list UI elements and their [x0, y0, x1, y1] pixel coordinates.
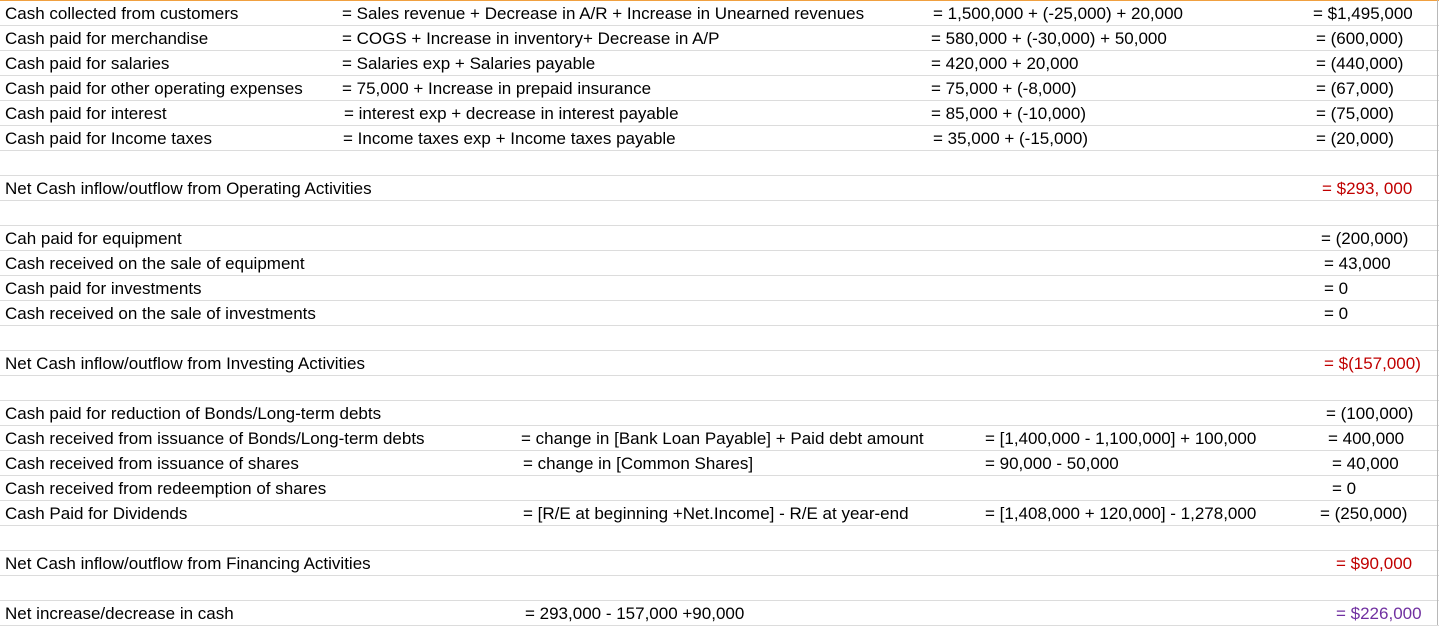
- row-formula: = change in [Bank Loan Payable] + Paid debt amount: [521, 429, 924, 448]
- row-result: = 400,000: [1328, 429, 1405, 448]
- empty-row[interactable]: [0, 576, 1439, 601]
- investing-total-value: = $(157,000): [1324, 354, 1421, 373]
- row-cash-paid-investments[interactable]: [0, 276, 1439, 301]
- row-calc: = 580,000 + (-30,000) + 50,000: [931, 29, 1167, 48]
- row-cash-paid-reduction-bonds[interactable]: [0, 401, 1439, 426]
- row-result: = (67,000): [1316, 79, 1394, 98]
- row-label: Cash paid for merchandise: [5, 29, 209, 48]
- row-cash-received-redemption-shares[interactable]: [0, 476, 1439, 501]
- empty-row[interactable]: [0, 151, 1439, 176]
- row-formula: = Sales revenue + Decrease in A/R + Increase in Unearned revenues: [342, 4, 865, 23]
- row-financing-total[interactable]: [0, 551, 1439, 576]
- row-result: = (20,000): [1316, 129, 1394, 148]
- row-label: Cash received on the sale of investments: [5, 304, 316, 323]
- row-label: Cash paid for investments: [5, 279, 202, 298]
- operating-total-label: Net Cash inflow/outflow from Operating Activities: [5, 179, 372, 198]
- row-formula: = COGS + Increase in inventory+ Decrease in A/P: [342, 29, 720, 48]
- row-cash-paid-dividends[interactable]: [0, 501, 1439, 526]
- row-result: = 0: [1332, 479, 1357, 498]
- row-calc: = [1,400,000 - 1,100,000] + 100,000: [985, 429, 1257, 448]
- row-result: = (440,000): [1316, 54, 1404, 73]
- row-cash-received-sale-equipment[interactable]: [0, 251, 1439, 276]
- financing-total-label: Net Cash inflow/outflow from Financing Activities: [5, 554, 371, 573]
- row-label: Cash collected from customers: [5, 4, 239, 23]
- row-label: Cash received from issuance of Bonds/Long-term debts: [5, 429, 425, 448]
- row-calc: = 75,000 + (-8,000): [931, 79, 1077, 98]
- row-label: Cash paid for interest: [5, 104, 167, 123]
- row-label: Cash paid for salaries: [5, 54, 170, 73]
- row-result: = (250,000): [1320, 504, 1408, 523]
- column-edge: [1437, 0, 1438, 625]
- empty-row[interactable]: [0, 326, 1439, 351]
- empty-row[interactable]: [0, 201, 1439, 226]
- row-result: = 0: [1324, 304, 1349, 323]
- financing-total-value: = $90,000: [1336, 554, 1413, 573]
- row-result: = 0: [1324, 279, 1349, 298]
- row-formula: = Income taxes exp + Income taxes payable: [343, 129, 676, 148]
- row-operating-total[interactable]: [0, 176, 1439, 201]
- row-cash-paid-salaries[interactable]: [0, 51, 1439, 76]
- row-formula: = change in [Common Shares]: [523, 454, 754, 473]
- investing-total-label: Net Cash inflow/outflow from Investing Activities: [5, 354, 365, 373]
- row-result: = (75,000): [1316, 104, 1394, 123]
- row-result: = (100,000): [1326, 404, 1414, 423]
- row-cash-paid-other-operating[interactable]: [0, 76, 1439, 101]
- empty-row[interactable]: [0, 376, 1439, 401]
- row-net-change-cash[interactable]: [0, 601, 1439, 626]
- row-calc: = 90,000 - 50,000: [985, 454, 1119, 473]
- row-formula: = interest exp + decrease in interest payable: [344, 104, 679, 123]
- row-cash-collected-customers[interactable]: [0, 1, 1439, 26]
- net-change-value: = $226,000: [1336, 604, 1422, 623]
- empty-row[interactable]: [0, 526, 1439, 551]
- row-cash-received-sale-investments[interactable]: [0, 301, 1439, 326]
- row-result: = 43,000: [1324, 254, 1391, 273]
- row-result: = $1,495,000: [1313, 4, 1413, 23]
- net-change-formula: = 293,000 - 157,000 +90,000: [525, 604, 745, 623]
- row-calc: = 35,000 + (-15,000): [933, 129, 1089, 148]
- row-calc: = 420,000 + 20,000: [931, 54, 1079, 73]
- row-label: Cash paid for Income taxes: [5, 129, 212, 148]
- row-label: Cah paid for equipment: [5, 229, 182, 248]
- row-cash-paid-equipment[interactable]: [0, 226, 1439, 251]
- row-result: = 40,000: [1332, 454, 1399, 473]
- row-label: Cash paid for reduction of Bonds/Long-term debts: [5, 404, 382, 423]
- row-result: = (200,000): [1321, 229, 1409, 248]
- row-cash-received-issuance-bonds[interactable]: [0, 426, 1439, 451]
- operating-total-value: = $293, 000: [1322, 179, 1413, 198]
- row-label: Cash received from redeemption of shares: [5, 479, 327, 498]
- row-cash-paid-income-taxes[interactable]: [0, 126, 1439, 151]
- net-change-label: Net increase/decrease in cash: [5, 604, 234, 623]
- row-formula: = Salaries exp + Salaries payable: [342, 54, 596, 73]
- row-label: Cash Paid for Dividends: [5, 504, 188, 523]
- row-label: Cash received from issuance of shares: [5, 454, 299, 473]
- row-calc: = 1,500,000 + (-25,000) + 20,000: [933, 4, 1184, 23]
- row-result: = (600,000): [1316, 29, 1404, 48]
- row-label: Cash received on the sale of equipment: [5, 254, 305, 273]
- row-label: Cash paid for other operating expenses: [5, 79, 303, 98]
- row-cash-paid-interest[interactable]: [0, 101, 1439, 126]
- row-cash-paid-merchandise[interactable]: [0, 26, 1439, 51]
- row-investing-total[interactable]: [0, 351, 1439, 376]
- row-calc: = [1,408,000 + 120,000] - 1,278,000: [985, 504, 1257, 523]
- row-cash-received-issuance-shares[interactable]: [0, 451, 1439, 476]
- row-formula: = 75,000 + Increase in prepaid insurance: [342, 79, 652, 98]
- row-calc: = 85,000 + (-10,000): [931, 104, 1087, 123]
- row-formula: = [R/E at beginning +Net.Income] - R/E at year-end: [523, 504, 909, 523]
